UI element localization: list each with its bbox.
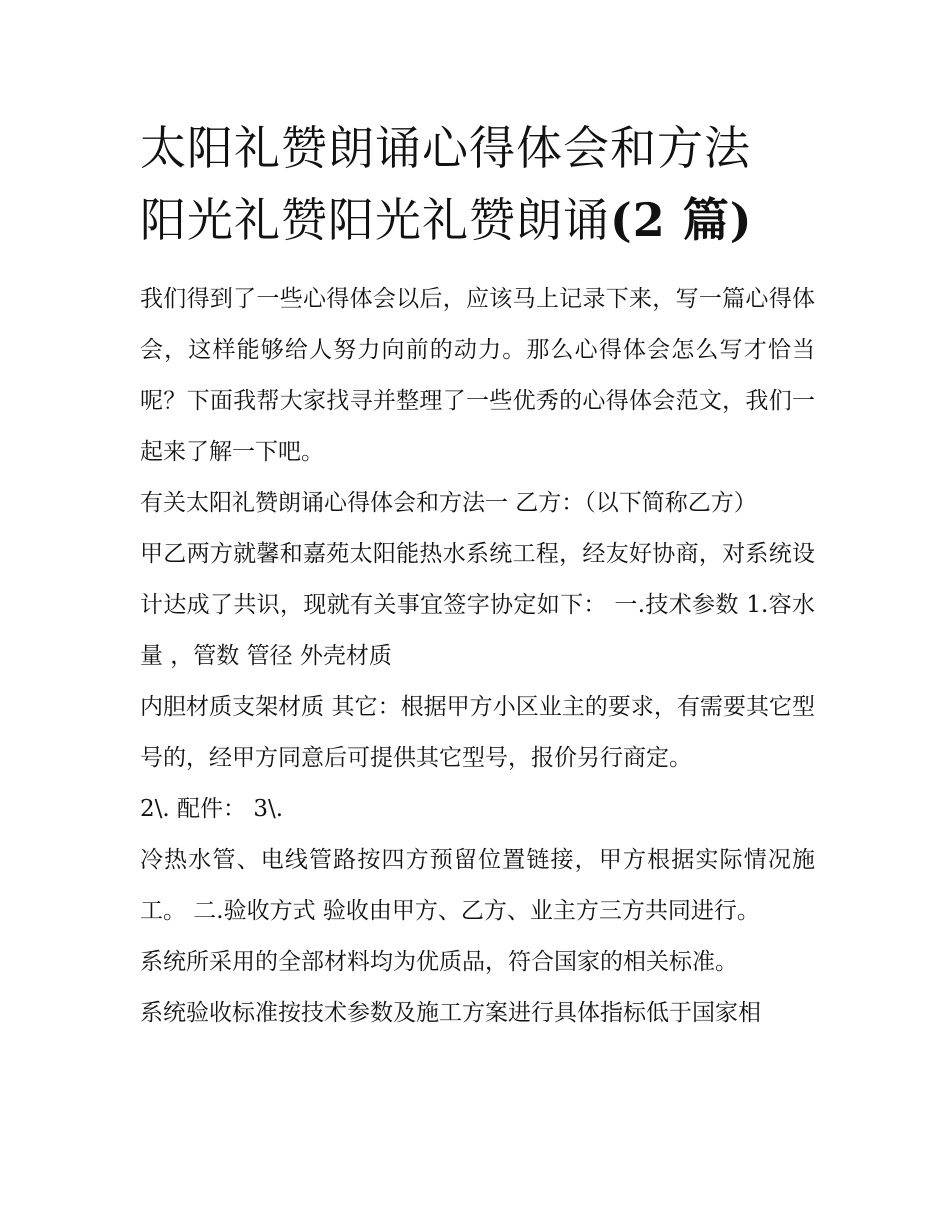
paragraph-installation: 冷热水管、电线管路按四方预留位置链接，甲方根据实际情况施工。 二.验收方式 验收由甲方、乙方、业主方三方共同进行。 xyxy=(140,847,815,924)
paragraph-materials: 内胆材质支架材质 其它：根据甲方小区业主的要求，有需要其它型号的，经甲方同意后可提供其它型号，报价另行商定。 xyxy=(140,694,815,771)
title-line-2-prefix: 阳光礼赞阳光礼赞朗诵 xyxy=(140,193,610,247)
paragraph-quality: 系统所采用的全部材料均为优质品，符合国家的相关标准。 xyxy=(140,949,738,975)
paragraph-accessories: 2\. 配件： 3\. xyxy=(140,796,284,822)
title-line-1: 太阳礼赞朗诵心得体会和方法 xyxy=(140,121,751,175)
title-line-2-suffix: (2 篇) xyxy=(610,193,753,247)
paragraph-party: 有关太阳礼赞朗诵心得体会和方法一 乙方：（以下简称乙方） xyxy=(140,490,757,516)
document-title xyxy=(140,112,815,256)
paragraph-technical: 甲乙两方就馨和嘉苑太阳能热水系统工程，经友好协商，对系统设计达成了共识，现就有关事宜签字协定如下： 一.技术参数 1.容水量 ，管数 管径 外壳材质 xyxy=(140,541,815,669)
paragraph-intro: 我们得到了一些心得体会以后，应该马上记录下来，写一篇心得体会，这样能够给人努力向前的动力。那么心得体会怎么写才恰当呢？下面我帮大家找寻并整理了一些优秀的心得体会范文，我们一起来了解一下吧。 xyxy=(140,286,815,465)
document-content xyxy=(140,112,815,1039)
paragraph-acceptance: 系统验收标准按技术参数及施工方案进行具体指标低于国家相 xyxy=(140,1000,761,1026)
